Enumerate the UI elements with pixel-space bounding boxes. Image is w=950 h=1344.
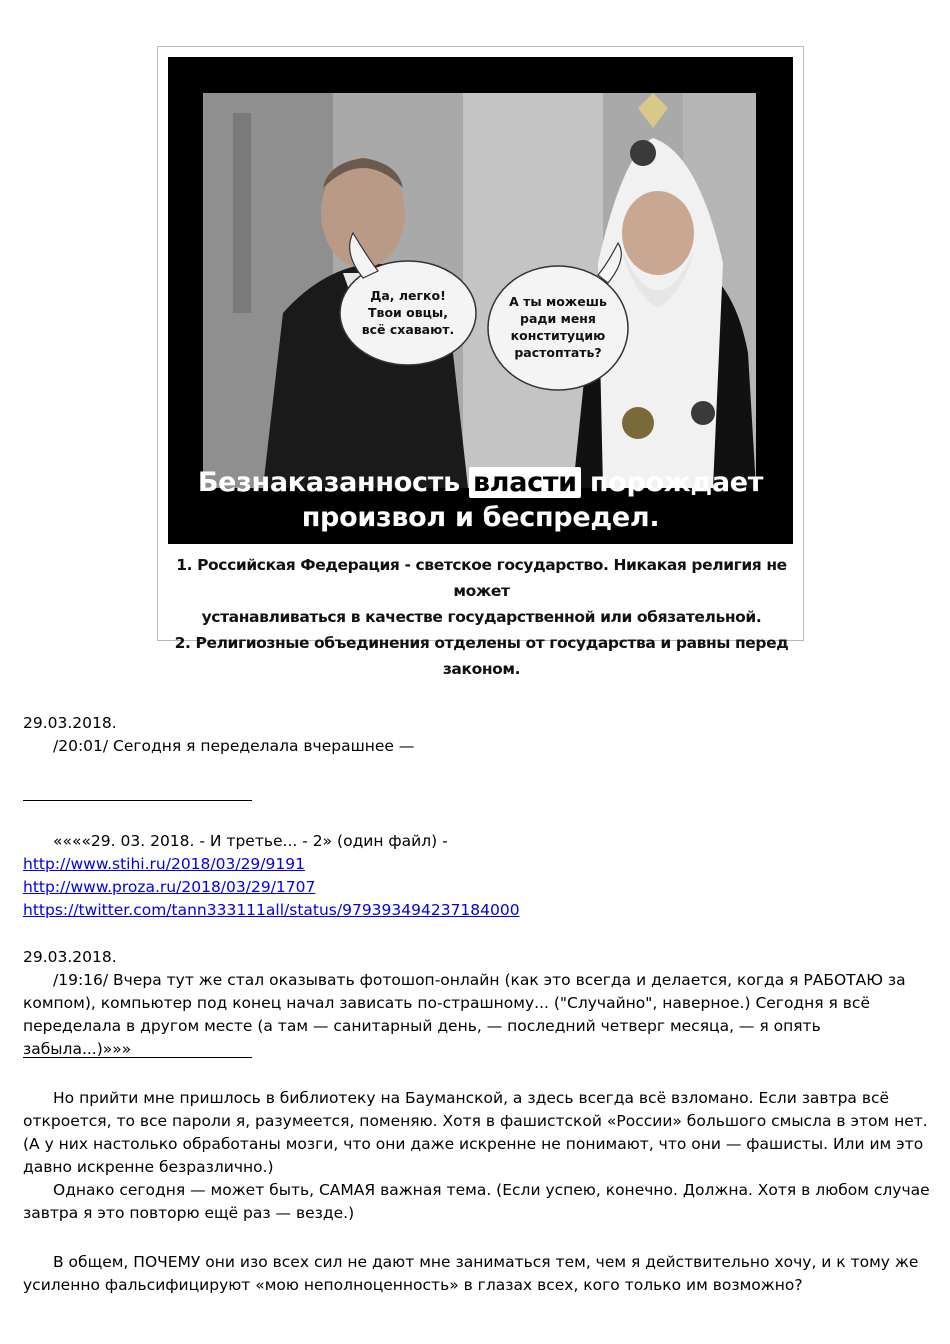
poster-headline [168, 465, 793, 535]
caption-line: 2. Религиозные объединения отделены от государства и равны перед законом. [174, 634, 789, 678]
demotivator-poster [157, 46, 804, 678]
caption-line: 1. Российская Федерация - светское государство. Никакая религия не может [176, 556, 787, 600]
entry-date: 29.03.2018. [23, 948, 117, 966]
entry-text: компом), компьютер под конец начал зависать по-страшному... ("Случайно", наверное.) Сегодня я всё [23, 994, 870, 1012]
paragraph-line: Но прийти мне пришлось в библиотеку на Бауманской, а здесь всегда всё взломано. Если завтра всё [53, 1089, 890, 1107]
paragraph-line: давно искренне безразлично.) [23, 1158, 274, 1176]
poster-caption [158, 552, 805, 682]
headline-highlight: власти [469, 467, 581, 498]
paragraph-3 [23, 1087, 933, 1225]
entry-text: переделала в другом месте (а там — санитарный день, — последний четверг месяца, — я опять забыла...)»»» [23, 1017, 821, 1058]
speech-bubble-right [493, 293, 623, 361]
poster-illustration [203, 93, 756, 488]
separator-line [23, 800, 252, 801]
poster-black-frame [168, 57, 793, 544]
bubble-left-line: Твои овцы, [368, 305, 448, 320]
link-proza[interactable]: http://www.proza.ru/2018/03/29/1707 [23, 878, 316, 896]
quote-title: ««««29. 03. 2018. - И третье... - 2» (один файл) - [53, 832, 448, 850]
paragraph-line: Однако сегодня — может быть, САМАЯ важная тема. (Если успею, конечно. Должна. Хотя в любом случае [53, 1181, 930, 1199]
bubble-left-line: Да, легко! [370, 288, 446, 303]
speech-bubble-left [343, 287, 473, 338]
caption-line: устанавливаться в качестве государственной или обязательной. [201, 608, 762, 626]
entry-2 [23, 946, 933, 1061]
entry-1 [23, 712, 933, 758]
entry-text: /19:16/ Вчера тут же стал оказывать фотошоп-онлайн (как это всегда и делается, когда я РАБОТАЮ за [53, 971, 906, 989]
paragraph-5 [23, 1251, 933, 1297]
headline-part2: порождает [580, 467, 764, 498]
poster-photo [203, 93, 756, 488]
bubble-right-line: растоптать? [514, 345, 602, 360]
separator-line [23, 1057, 252, 1058]
link-stihi[interactable]: http://www.stihi.ru/2018/03/29/9191 [23, 855, 305, 873]
paragraph-line: откроется, то все пароли я, разумеется, поменяю. Хотя в фашистской «России» большого смысла в этом нет. [23, 1112, 928, 1130]
bubble-right-line: ради меня [520, 311, 596, 326]
paragraph-line: В общем, ПОЧЕМУ они изо всех сил не дают мне заниматься тем, чем я действительно хочу, и к тому же [53, 1253, 919, 1271]
paragraph-line: (А у них настолько обработаны мозги, что они даже искренне не понимают, что они — фашисты. Или им это [23, 1135, 924, 1153]
paragraph-line: завтра я это повторю ещё раз — везде.) [23, 1204, 355, 1222]
bubble-right-line: конституцию [510, 328, 606, 343]
link-twitter[interactable]: https://twitter.com/tann333111all/status/979393494237184000 [23, 901, 520, 919]
paragraph-line: усиленно фальсифицируют «мою неполноценность» в глазах всех, кого только им возможно? [23, 1276, 803, 1294]
bubble-left-line: всё схавают. [361, 322, 455, 337]
bubble-right-line: А ты можешь [509, 294, 607, 309]
entry-text: /20:01/ Сегодня я переделала вчерашнее — [53, 737, 415, 755]
entry-date: 29.03.2018. [23, 714, 117, 732]
headline-line-2: произвол и беспредел. [301, 502, 660, 533]
headline-line-1 [168, 465, 793, 500]
headline-part1: Безнаказанность [197, 467, 469, 498]
quote-block [23, 830, 933, 922]
